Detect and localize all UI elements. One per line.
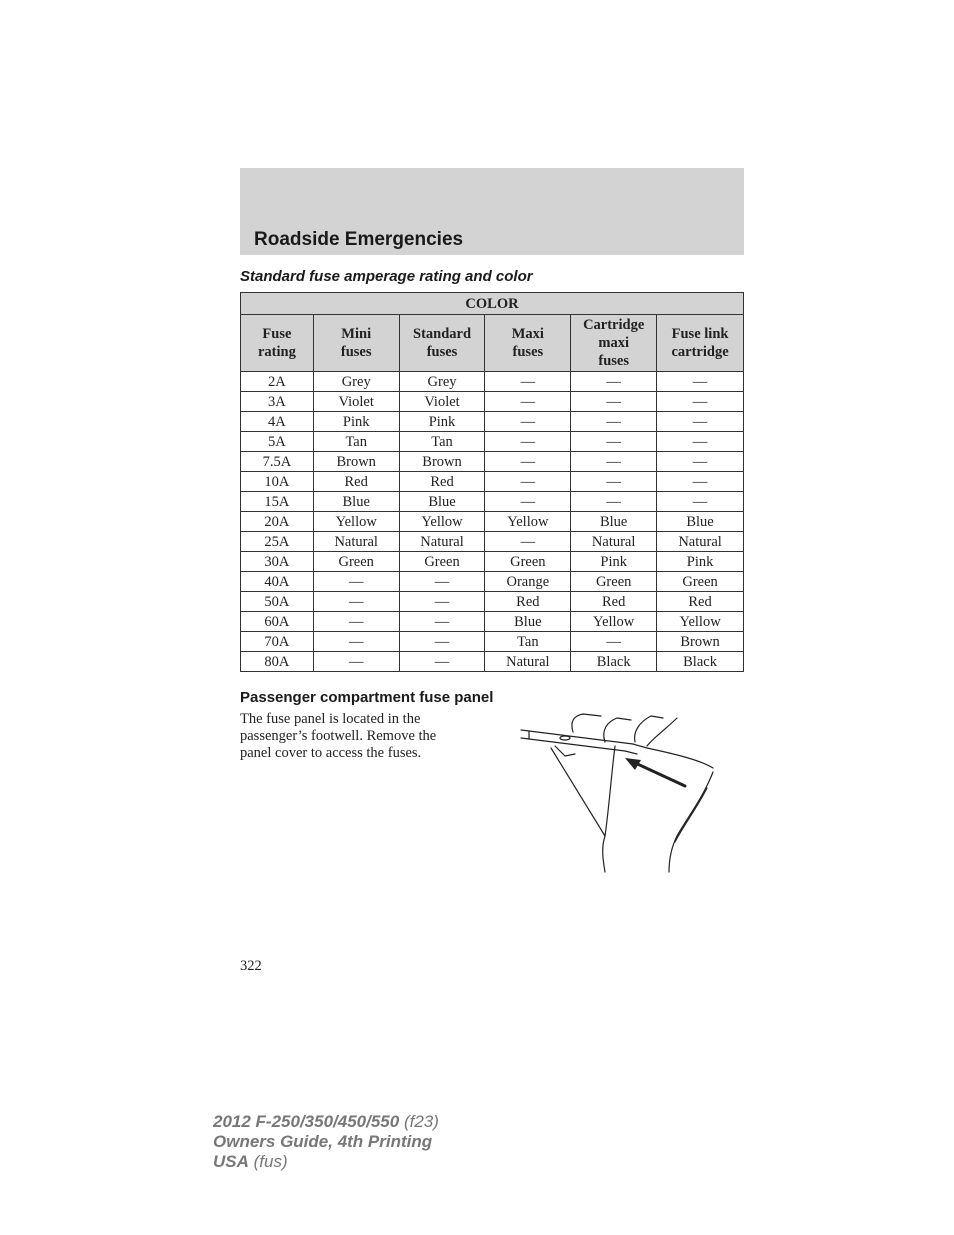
table-cell: Natural xyxy=(571,532,657,552)
table-cell: — xyxy=(571,432,657,452)
table-cell: — xyxy=(571,632,657,652)
table-cell: — xyxy=(657,432,744,452)
table-cell: — xyxy=(313,572,399,592)
table-cell: Blue xyxy=(571,512,657,532)
table-cell: — xyxy=(657,372,744,392)
column-header: Fuse link cartridge xyxy=(657,315,744,372)
table-cell: 15A xyxy=(241,492,314,512)
fuse-color-table xyxy=(240,292,744,672)
table-cell: Tan xyxy=(399,432,485,452)
table-cell: Blue xyxy=(313,492,399,512)
table-cell: Red xyxy=(571,592,657,612)
table-cell: — xyxy=(399,592,485,612)
fuse-panel-footwell-illustration xyxy=(515,708,720,878)
table-cell: Violet xyxy=(399,392,485,412)
table-row xyxy=(241,492,744,512)
table-cell: 80A xyxy=(241,652,314,672)
column-header: Mini fuses xyxy=(313,315,399,372)
table-cell: Pink xyxy=(571,552,657,572)
table-row xyxy=(241,552,744,572)
table-cell: 50A xyxy=(241,592,314,612)
table-cell: 20A xyxy=(241,512,314,532)
table-cell: — xyxy=(399,572,485,592)
table-cell: Natural xyxy=(399,532,485,552)
table-group-header-row xyxy=(241,293,744,315)
table-row xyxy=(241,632,744,652)
table-cell: Red xyxy=(399,472,485,492)
table-cell: 10A xyxy=(241,472,314,492)
table-cell: Red xyxy=(657,592,744,612)
table-cell: — xyxy=(571,492,657,512)
table-cell: — xyxy=(485,532,571,552)
table-cell: — xyxy=(485,492,571,512)
table-cell: — xyxy=(399,632,485,652)
table-cell: Grey xyxy=(313,372,399,392)
table-cell: — xyxy=(657,492,744,512)
table-cell: Yellow xyxy=(313,512,399,532)
table-title: Standard fuse amperage rating and color xyxy=(240,268,533,285)
table-cell: — xyxy=(313,632,399,652)
table-cell: — xyxy=(313,652,399,672)
table-cell: 7.5A xyxy=(241,452,314,472)
table-cell: — xyxy=(657,412,744,432)
table-header-row xyxy=(241,315,744,372)
fuse-panel-description: The fuse panel is located in the passenger’s footwell. Remove the panel cover to access the fuses. xyxy=(240,711,437,761)
table-cell: 2A xyxy=(241,372,314,392)
column-header: Standard fuses xyxy=(399,315,485,372)
table-cell: — xyxy=(657,452,744,472)
table-row xyxy=(241,652,744,672)
table-cell: — xyxy=(313,612,399,632)
table-cell: Green xyxy=(399,552,485,572)
table-cell: Tan xyxy=(485,632,571,652)
table-row xyxy=(241,512,744,532)
table-cell: 70A xyxy=(241,632,314,652)
table-cell: — xyxy=(485,412,571,432)
document-footer: 2012 F-250/350/450/550 (f23) Owners Guide, 4th Printing USA (fus) xyxy=(213,1112,439,1171)
table-cell: — xyxy=(657,472,744,492)
column-header: Cartridge maxi fuses xyxy=(571,315,657,372)
table-cell: Natural xyxy=(313,532,399,552)
table-cell: — xyxy=(485,372,571,392)
table-cell: Green xyxy=(657,572,744,592)
section-header-band xyxy=(240,168,744,255)
table-cell: Blue xyxy=(657,512,744,532)
table-cell: — xyxy=(571,372,657,392)
table-row xyxy=(241,572,744,592)
table-cell: Green xyxy=(571,572,657,592)
table-cell: Grey xyxy=(399,372,485,392)
section-title: Roadside Emergencies xyxy=(254,229,464,250)
table-cell: Natural xyxy=(485,652,571,672)
table-row xyxy=(241,392,744,412)
table-cell: Violet xyxy=(313,392,399,412)
table-cell: Brown xyxy=(399,452,485,472)
table-cell: Pink xyxy=(399,412,485,432)
table-cell: Brown xyxy=(313,452,399,472)
table-cell: — xyxy=(485,392,571,412)
table-cell: Blue xyxy=(485,612,571,632)
table-cell: Yellow xyxy=(485,512,571,532)
table-cell: 40A xyxy=(241,572,314,592)
table-cell: Red xyxy=(313,472,399,492)
table-cell: — xyxy=(485,432,571,452)
table-cell: — xyxy=(399,612,485,632)
table-cell: Natural xyxy=(657,532,744,552)
column-header: Maxi fuses xyxy=(485,315,571,372)
table-cell: Brown xyxy=(657,632,744,652)
table-row xyxy=(241,612,744,632)
table-row xyxy=(241,592,744,612)
table-row xyxy=(241,472,744,492)
table-cell: Yellow xyxy=(571,612,657,632)
table-cell: Red xyxy=(485,592,571,612)
column-header: Fuse rating xyxy=(241,315,314,372)
table-cell: Black xyxy=(657,652,744,672)
table-cell: — xyxy=(313,592,399,612)
page-number: 322 xyxy=(240,958,262,974)
table-cell: — xyxy=(485,452,571,472)
table-cell: Black xyxy=(571,652,657,672)
table-cell: Green xyxy=(485,552,571,572)
table-cell: — xyxy=(571,412,657,432)
table-cell: 3A xyxy=(241,392,314,412)
table-row xyxy=(241,412,744,432)
table-cell: Pink xyxy=(657,552,744,572)
table-cell: Yellow xyxy=(657,612,744,632)
table-cell: Tan xyxy=(313,432,399,452)
table-body xyxy=(241,372,744,672)
table-cell: 4A xyxy=(241,412,314,432)
fuse-panel-heading: Passenger compartment fuse panel xyxy=(240,689,494,706)
table-cell: — xyxy=(571,392,657,412)
table-cell: — xyxy=(571,472,657,492)
table-cell: Orange xyxy=(485,572,571,592)
table-row xyxy=(241,452,744,472)
table-cell: 30A xyxy=(241,552,314,572)
table-cell: — xyxy=(399,652,485,672)
table-row xyxy=(241,532,744,552)
color-group-header: COLOR xyxy=(241,293,744,315)
table-cell: — xyxy=(571,452,657,472)
table-row xyxy=(241,432,744,452)
table-cell: 25A xyxy=(241,532,314,552)
table-cell: — xyxy=(657,392,744,412)
table-cell: Pink xyxy=(313,412,399,432)
table-cell: Green xyxy=(313,552,399,572)
table-cell: Yellow xyxy=(399,512,485,532)
table-row xyxy=(241,372,744,392)
table-cell: 60A xyxy=(241,612,314,632)
table-cell: 5A xyxy=(241,432,314,452)
table-cell: — xyxy=(485,472,571,492)
table-cell: Blue xyxy=(399,492,485,512)
